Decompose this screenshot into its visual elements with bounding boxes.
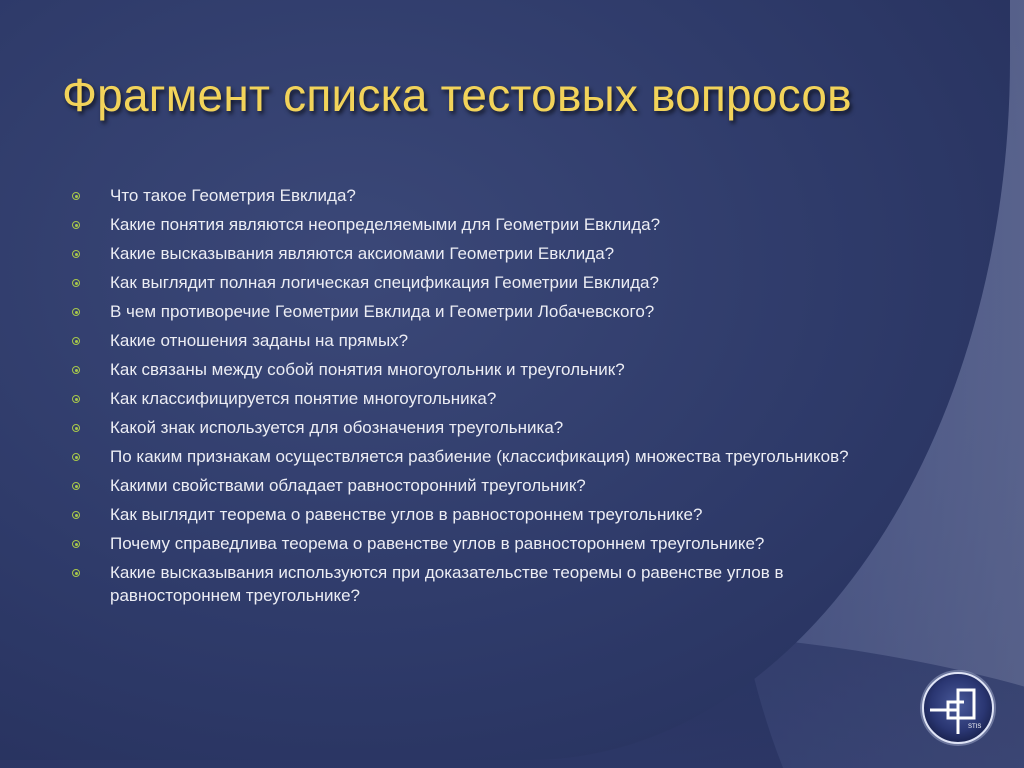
circle-bullet-icon (72, 366, 80, 374)
question-text: Что такое Геометрия Евклида? (110, 186, 356, 205)
question-text: Какие понятия являются неопределяемыми для Геометрии Евклида? (110, 215, 661, 234)
question-text: Как выглядит полная логическая спецификация Геометрии Евклида? (110, 273, 659, 292)
circle-bullet-icon (72, 308, 80, 316)
circle-bullet-icon (72, 221, 80, 229)
circle-bullet-icon (72, 337, 80, 345)
list-item (72, 242, 892, 265)
logo-text: STIS (968, 724, 982, 730)
list-item (72, 532, 892, 555)
question-list (72, 184, 892, 613)
list-item (72, 271, 892, 294)
question-text: Какие высказывания используются при доказательстве теоремы о равенстве углов в равностороннем треугольнике? (110, 563, 784, 605)
circle-bullet-icon (72, 279, 80, 287)
list-item (72, 416, 892, 439)
list-item (72, 184, 892, 207)
list-item (72, 358, 892, 381)
question-text: Как классифицируется понятие многоугольника? (110, 389, 497, 408)
circle-bullet-icon (72, 395, 80, 403)
circle-bullet-icon (72, 192, 80, 200)
list-item (72, 503, 892, 526)
question-text: Как связаны между собой понятия многоугольник и треугольник? (110, 360, 625, 379)
circle-bullet-icon (72, 250, 80, 258)
circle-bullet-icon (72, 424, 80, 432)
question-text: Какие отношения заданы на прямых? (110, 331, 409, 350)
circle-bullet-icon (72, 453, 80, 461)
list-item (72, 561, 892, 607)
slide-title: Фрагмент списка тестовых вопросов (62, 69, 852, 121)
list-item (72, 300, 892, 323)
circle-bullet-icon (72, 569, 80, 577)
question-text: Какой знак используется для обозначения треугольника? (110, 418, 564, 437)
circle-bullet-icon (72, 482, 80, 490)
circle-bullet-icon (72, 511, 80, 519)
question-text: В чем противоречие Геометрии Евклида и Геометрии Лобачевского? (110, 302, 655, 321)
question-text: Как выглядит теорема о равенстве углов в равностороннем треугольнике? (110, 505, 703, 524)
stis-logo-icon (918, 668, 998, 748)
list-item (72, 213, 892, 236)
list-item (72, 445, 892, 468)
list-item (72, 329, 892, 352)
question-text: Какие высказывания являются аксиомами Геометрии Евклида? (110, 244, 615, 263)
circle-bullet-icon (72, 540, 80, 548)
list-item (72, 474, 892, 497)
question-text: Почему справедлива теорема о равенстве углов в равностороннем треугольнике? (110, 534, 765, 553)
question-text: По каким признакам осуществляется разбиение (классификация) множества треугольников? (110, 447, 849, 466)
question-text: Какими свойствами обладает равносторонний треугольник? (110, 476, 586, 495)
list-item (72, 387, 892, 410)
